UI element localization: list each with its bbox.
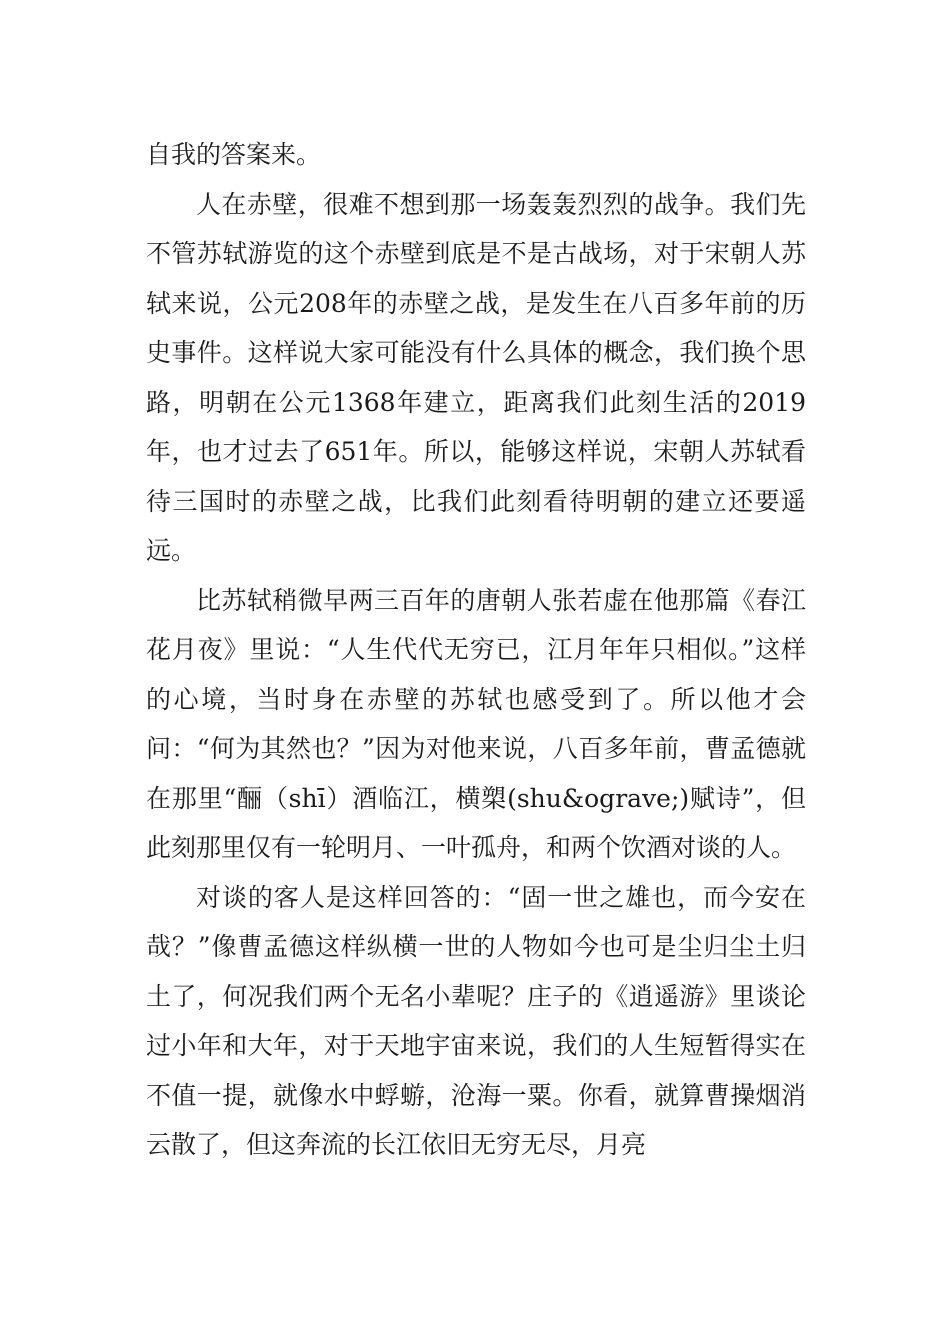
paragraph-zhang-ruoxu: 比苏轼稍微早两三百年的唐朝人张若虚在他那篇《春江花月夜》里说：“人生代代无穷已，江月年年只相似。”这样的心境，当时身在赤壁的苏轼也感受到了。所以他才会问：“何为其然也？”因为对他来说，八百多年前，曹孟德就在那里“酾（shī）酒临江，横槊(shu&ograve;)赋诗”，但此刻那里仅有一轮明月、一叶孤舟，和两个饮酒对谈的人。: [146, 585, 806, 862]
document-page: [146, 130, 806, 1170]
paragraph-guest-reply: 对谈的客人是这样回答的：“固一世之雄也，而今安在哉？”像曹孟德这样纵横一世的人物如今也可是尘归尘土归土了，何况我们两个无名小辈呢？庄子的《逍遥游》里谈论过小年和大年，对于天地宇宙来说，我们的人生短暂得实在不值一提，就像水中蜉蝣，沧海一粟。你看，就算曹操烟消云散了，但这奔流的长江依旧无穷无尽，月亮: [146, 882, 806, 1159]
paragraph-chibi-war: 人在赤壁，很难不想到那一场轰轰烈烈的战争。我们先不管苏轼游览的这个赤壁到底是不是古战场，对于宋朝人苏轼来说，公元208年的赤壁之战，是发生在八百多年前的历史事件。这样说大家可能没有什么具体的概念，我们换个思路，明朝在公元1368年建立，距离我们此刻生活的2019年，也才过去了651年。所以，能够这样说，宋朝人苏轼看待三国时的赤壁之战，比我们此刻看待明朝的建立还要遥远。: [146, 189, 806, 565]
paragraph-continuation: 自我的答案来。: [146, 140, 322, 169]
